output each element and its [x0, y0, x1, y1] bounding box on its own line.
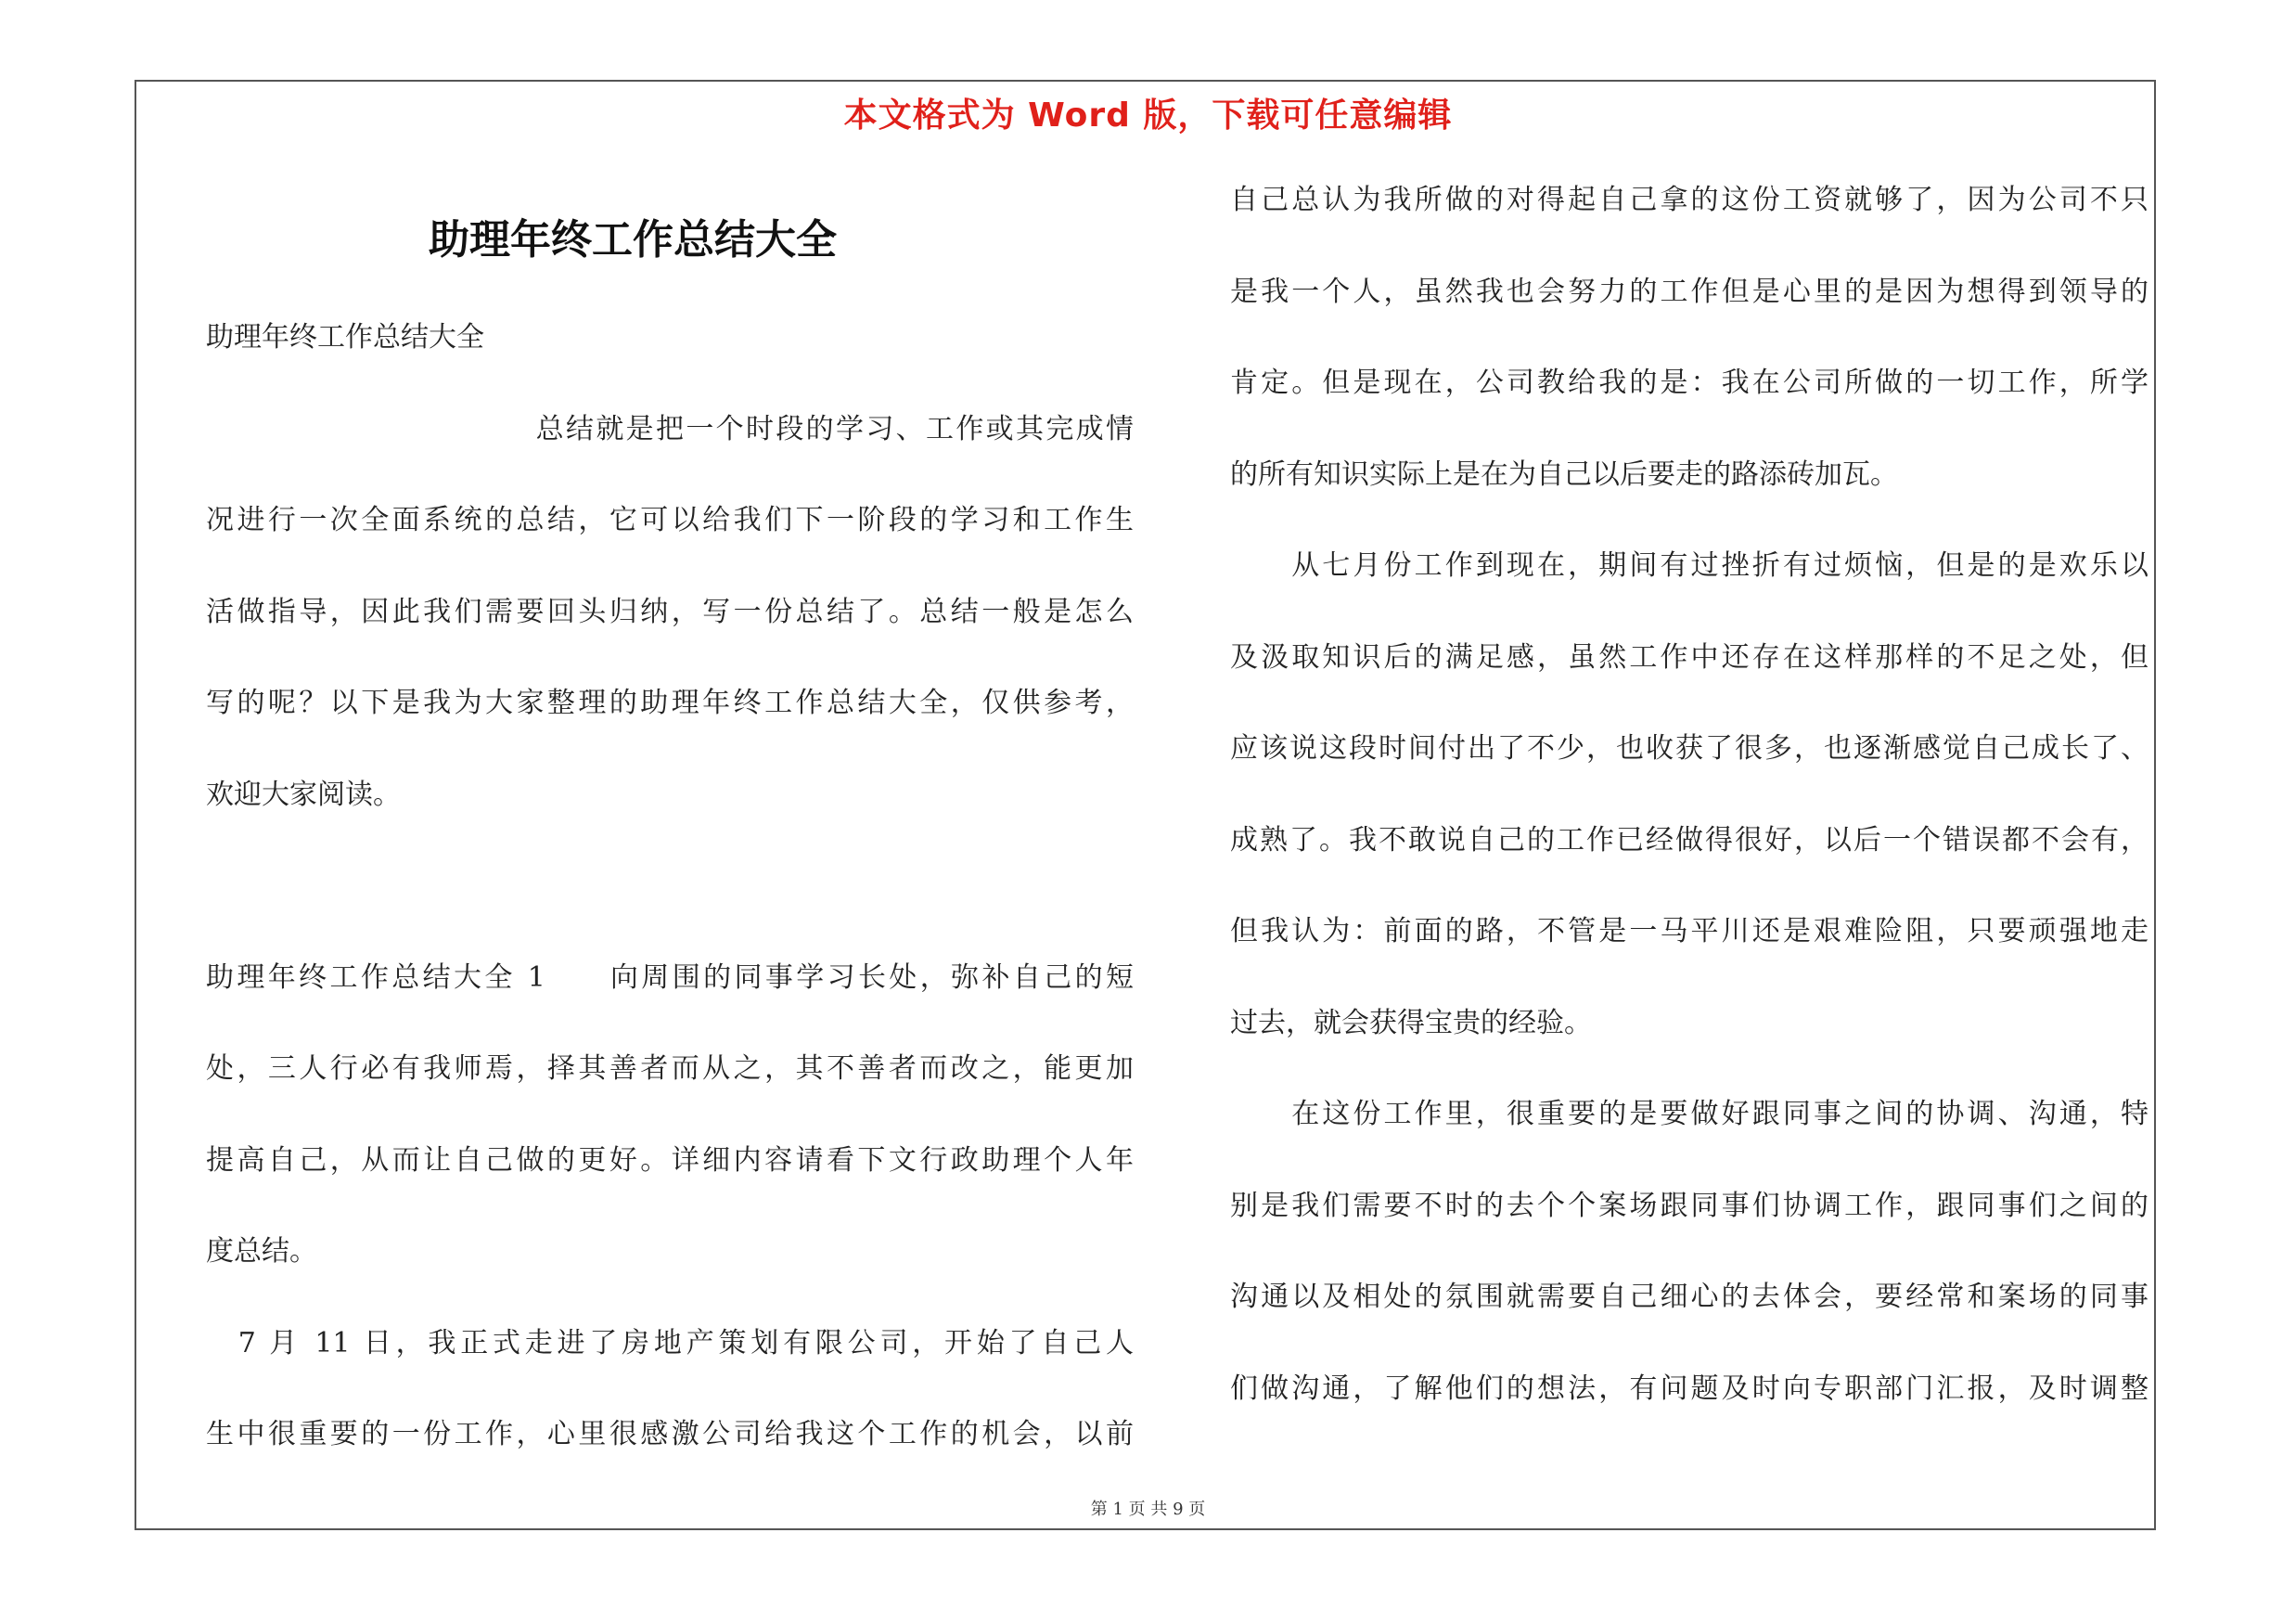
text-line: 写的呢？以下是我为大家整理的助理年终工作总结大全，仅供参考， — [206, 687, 1134, 719]
document-title: 助理年终工作总结大全 — [429, 216, 837, 264]
text-line: 应该说这段时间付出了不少，也收获了很多，也逐渐感觉自己成长了、 — [1230, 732, 2148, 765]
text-line: 况进行一次全面系统的总结，它可以给我们下一阶段的学习和工作生 — [206, 504, 1134, 536]
text-line: 活做指导，因此我们需要回头归纳，写一份总结了。总结一般是怎么 — [206, 595, 1134, 628]
text-line: 助理年终工作总结大全 1 向周围的同事学习长处，弥补自己的短 — [206, 960, 1134, 994]
blank-line — [206, 869, 1134, 961]
text-line: 及汲取知识后的满足感，虽然工作中还存在这样那样的不足之处，但 — [1230, 640, 2148, 674]
text-line: 欢迎大家阅读。 — [206, 778, 401, 811]
text-line: 的所有知识实际上是在为自己以后要走的路添砖加瓦。 — [1230, 457, 1898, 491]
text-line: 处，三人行必有我师焉，择其善者而从之，其不善者而改之，能更加 — [206, 1052, 1134, 1085]
text-line: 但我认为：前面的路，不管是一马平川还是艰难险阻，只要顽强地走 — [1230, 915, 2148, 947]
right-column — [1230, 184, 2148, 1463]
format-banner: 本文格式为 Word 版，下载可任意编辑 — [843, 97, 1453, 135]
text-line: 7 月 11 日，我正式走进了房地产策划有限公司，开始了自己人 — [206, 1326, 1134, 1359]
text-line: 助理年终工作总结大全 — [206, 321, 484, 354]
text-line: 提高自己，从而让自己做的更好。详细内容请看下文行政助理个人年 — [206, 1143, 1134, 1177]
page-number: 第 1 页 共 9 页 — [1090, 1500, 1206, 1519]
text-line: 过去，就会获得宝贵的经验。 — [1230, 1006, 1592, 1039]
text-line: 自己总认为我所做的对得起自己拿的这份工资就够了，因为公司不只 — [1230, 184, 2148, 216]
text-line: 沟通以及相处的氛围就需要自己细心的去体会，要经常和案场的同事 — [1230, 1281, 2148, 1313]
text-line: 是我一个人，虽然我也会努力的工作但是心里的是因为想得到领导的 — [1230, 275, 2148, 308]
text-line: 总结就是把一个时段的学习、工作或其完成情 — [206, 412, 1134, 445]
text-line: 从七月份工作到现在，期间有过挫折有过烦恼，但是的是欢乐以 — [1230, 549, 2148, 582]
text-line: 在这份工作里，很重要的是要做好跟同事之间的协调、沟通，特 — [1230, 1098, 2148, 1130]
text-line: 肯定。但是现在，公司教给我的是：我在公司所做的一切工作，所学 — [1230, 367, 2148, 399]
text-line: 度总结。 — [206, 1235, 317, 1268]
text-line: 成熟了。我不敢说自己的工作已经做得很好，以后一个错误都不会有， — [1230, 823, 2148, 857]
text-line: 生中很重要的一份工作，心里很感激公司给我这个工作的机会，以前 — [206, 1418, 1134, 1450]
text-line: 们做沟通，了解他们的想法，有问题及时向专职部门汇报，及时调整 — [1230, 1372, 2148, 1405]
left-column — [206, 321, 1134, 1510]
text-line: 别是我们需要不时的去个个案场跟同事们协调工作，跟同事们之间的 — [1230, 1189, 2148, 1222]
